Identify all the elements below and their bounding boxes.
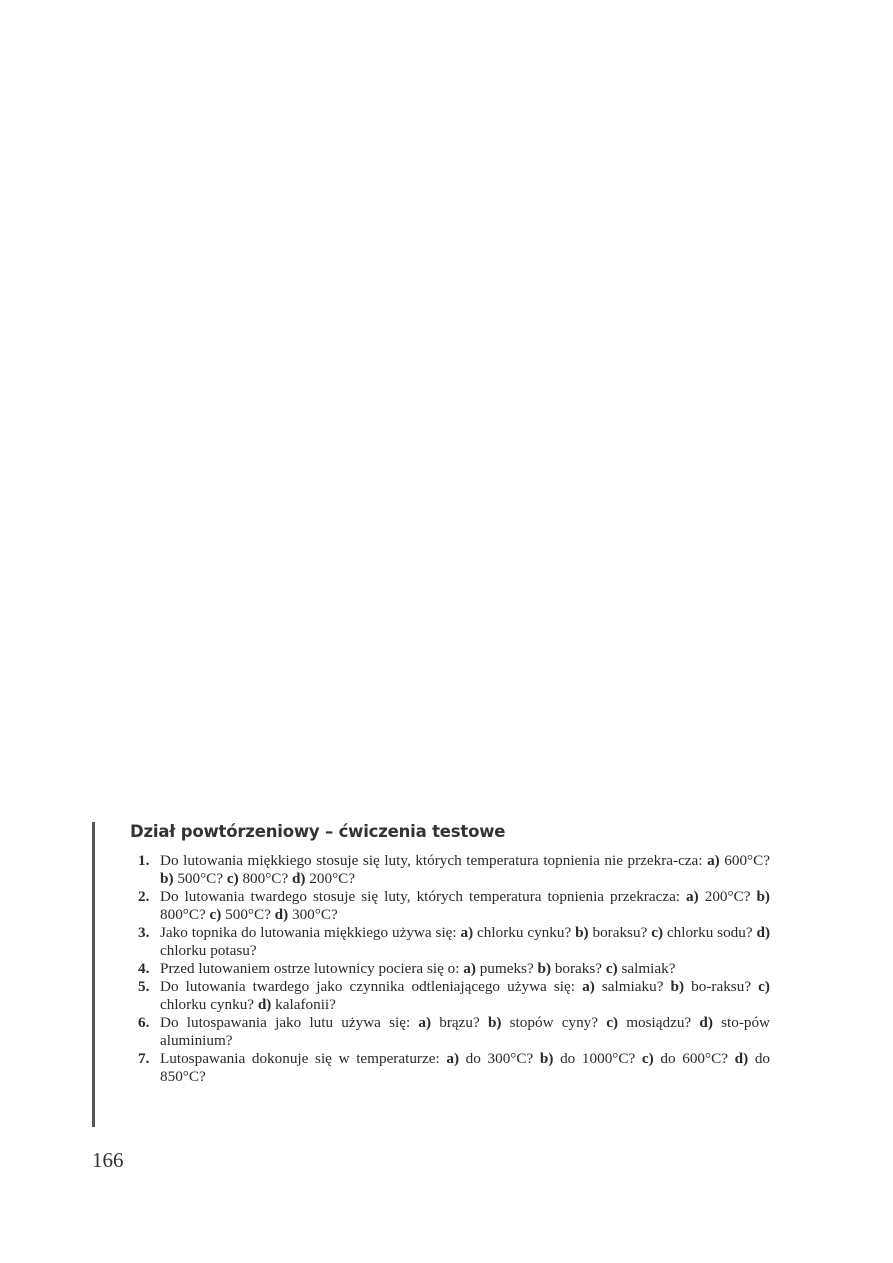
question-number: 1.	[138, 852, 150, 869]
question-text-segment: boraksu?	[588, 924, 652, 941]
review-section	[130, 822, 770, 1086]
question-text-segment: mosiądzu?	[618, 1014, 700, 1031]
question-text-segment: sto-pów aluminium?	[160, 1014, 771, 1049]
answer-option-letter: d)	[699, 1014, 713, 1031]
question-text-segment: Przed lutowaniem ostrze lutownicy pociera się o:	[160, 960, 464, 977]
question-text	[160, 924, 770, 959]
question-item	[130, 978, 770, 1014]
question-text-segment: brązu?	[431, 1014, 488, 1031]
answer-option-letter: a)	[707, 852, 720, 869]
answer-option-letter: d)	[274, 906, 289, 923]
question-text	[160, 960, 675, 977]
answer-option-letter: c)	[758, 978, 770, 995]
answer-option-letter: a)	[418, 1014, 432, 1031]
answer-option-letter: c)	[209, 906, 222, 923]
answer-option-letter: a)	[463, 960, 476, 977]
question-text-segment: Do lutospawania jako lutu używa się:	[160, 1014, 419, 1031]
question-list	[130, 852, 770, 1086]
question-text-segment: kalafonii?	[271, 996, 336, 1013]
question-text-segment: salmiak?	[617, 960, 676, 977]
question-text	[160, 888, 770, 923]
question-number: 3.	[138, 924, 150, 941]
answer-option-letter: a)	[460, 924, 474, 941]
question-text-segment: do 600°C?	[653, 1050, 735, 1067]
question-item	[130, 852, 770, 888]
question-text	[160, 852, 770, 887]
question-item	[130, 1014, 770, 1050]
answer-option-letter: a)	[686, 888, 699, 905]
question-text	[160, 978, 770, 1013]
question-text-segment: stopów cyny?	[501, 1014, 607, 1031]
question-text	[160, 1014, 770, 1049]
question-text-segment: 500°C?	[173, 870, 227, 887]
question-number: 4.	[138, 960, 150, 977]
question-text-segment: Do lutowania twardego jako czynnika odtleniającego używa się:	[160, 978, 583, 995]
question-item	[130, 1050, 770, 1086]
question-number: 6.	[138, 1014, 150, 1031]
page-number: 166	[92, 1148, 124, 1172]
question-text-segment: salmiaku?	[594, 978, 671, 995]
answer-option-letter: b)	[160, 870, 174, 887]
question-text-segment: pumeks?	[475, 960, 538, 977]
answer-option-letter: b)	[539, 1050, 554, 1067]
question-text-segment: 300°C?	[288, 906, 338, 923]
question-text-segment: 600°C?	[719, 852, 770, 869]
question-item	[130, 960, 770, 978]
answer-option-letter: a)	[446, 1050, 459, 1067]
section-side-rule	[92, 822, 95, 1127]
answer-option-letter: a)	[582, 978, 595, 995]
answer-option-letter: c)	[641, 1050, 654, 1067]
question-number: 5.	[138, 978, 150, 995]
question-text-segment: 800°C?	[238, 870, 292, 887]
answer-option-letter: d)	[756, 924, 771, 941]
question-text-segment: Do lutowania twardego stosuje się luty, których temperatura topnienia przekracza:	[160, 888, 687, 905]
question-text-segment: chlorku sodu?	[663, 924, 757, 941]
answer-option-letter: d)	[734, 1050, 749, 1067]
answer-option-letter: c)	[226, 870, 239, 887]
question-text-segment: Jako topnika do lutowania miękkiego używa się:	[160, 924, 461, 941]
question-text	[160, 1050, 770, 1085]
question-text-segment: do 850°C?	[160, 1050, 771, 1085]
question-text-segment: bo-raksu?	[684, 978, 759, 995]
question-text-segment: chlorku cynku?	[160, 996, 258, 1013]
question-text-segment: chlorku potasu?	[160, 942, 257, 959]
section-title: Dział powtórzeniowy – ćwiczenia testowe	[130, 822, 506, 841]
question-text-segment: 200°C?	[305, 870, 356, 887]
question-text-segment: boraks?	[551, 960, 606, 977]
question-text-segment: chlorku cynku?	[473, 924, 576, 941]
answer-option-letter: d)	[257, 996, 272, 1013]
answer-option-letter: d)	[291, 870, 306, 887]
answer-option-letter: b)	[575, 924, 589, 941]
question-text-segment: do 1000°C?	[553, 1050, 642, 1067]
question-text-segment: 200°C?	[698, 888, 757, 905]
question-number: 7.	[138, 1050, 150, 1067]
answer-option-letter: b)	[487, 1014, 502, 1031]
answer-option-letter: b)	[670, 978, 685, 995]
answer-option-letter: c)	[651, 924, 664, 941]
answer-option-letter: b)	[756, 888, 770, 905]
question-text-segment: 500°C?	[221, 906, 275, 923]
question-text-segment: do 300°C?	[459, 1050, 540, 1067]
question-item	[130, 888, 770, 924]
question-item	[130, 924, 770, 960]
question-number: 2.	[138, 888, 150, 905]
answer-option-letter: c)	[606, 1014, 619, 1031]
question-text-segment: 800°C?	[160, 906, 210, 923]
question-text-segment: Lutospawania dokonuje się w temperaturze:	[160, 1050, 447, 1067]
question-text-segment: Do lutowania miękkiego stosuje się luty, których temperatura topnienia nie przekra-cza:	[160, 852, 708, 869]
answer-option-letter: b)	[537, 960, 552, 977]
answer-option-letter: c)	[605, 960, 618, 977]
